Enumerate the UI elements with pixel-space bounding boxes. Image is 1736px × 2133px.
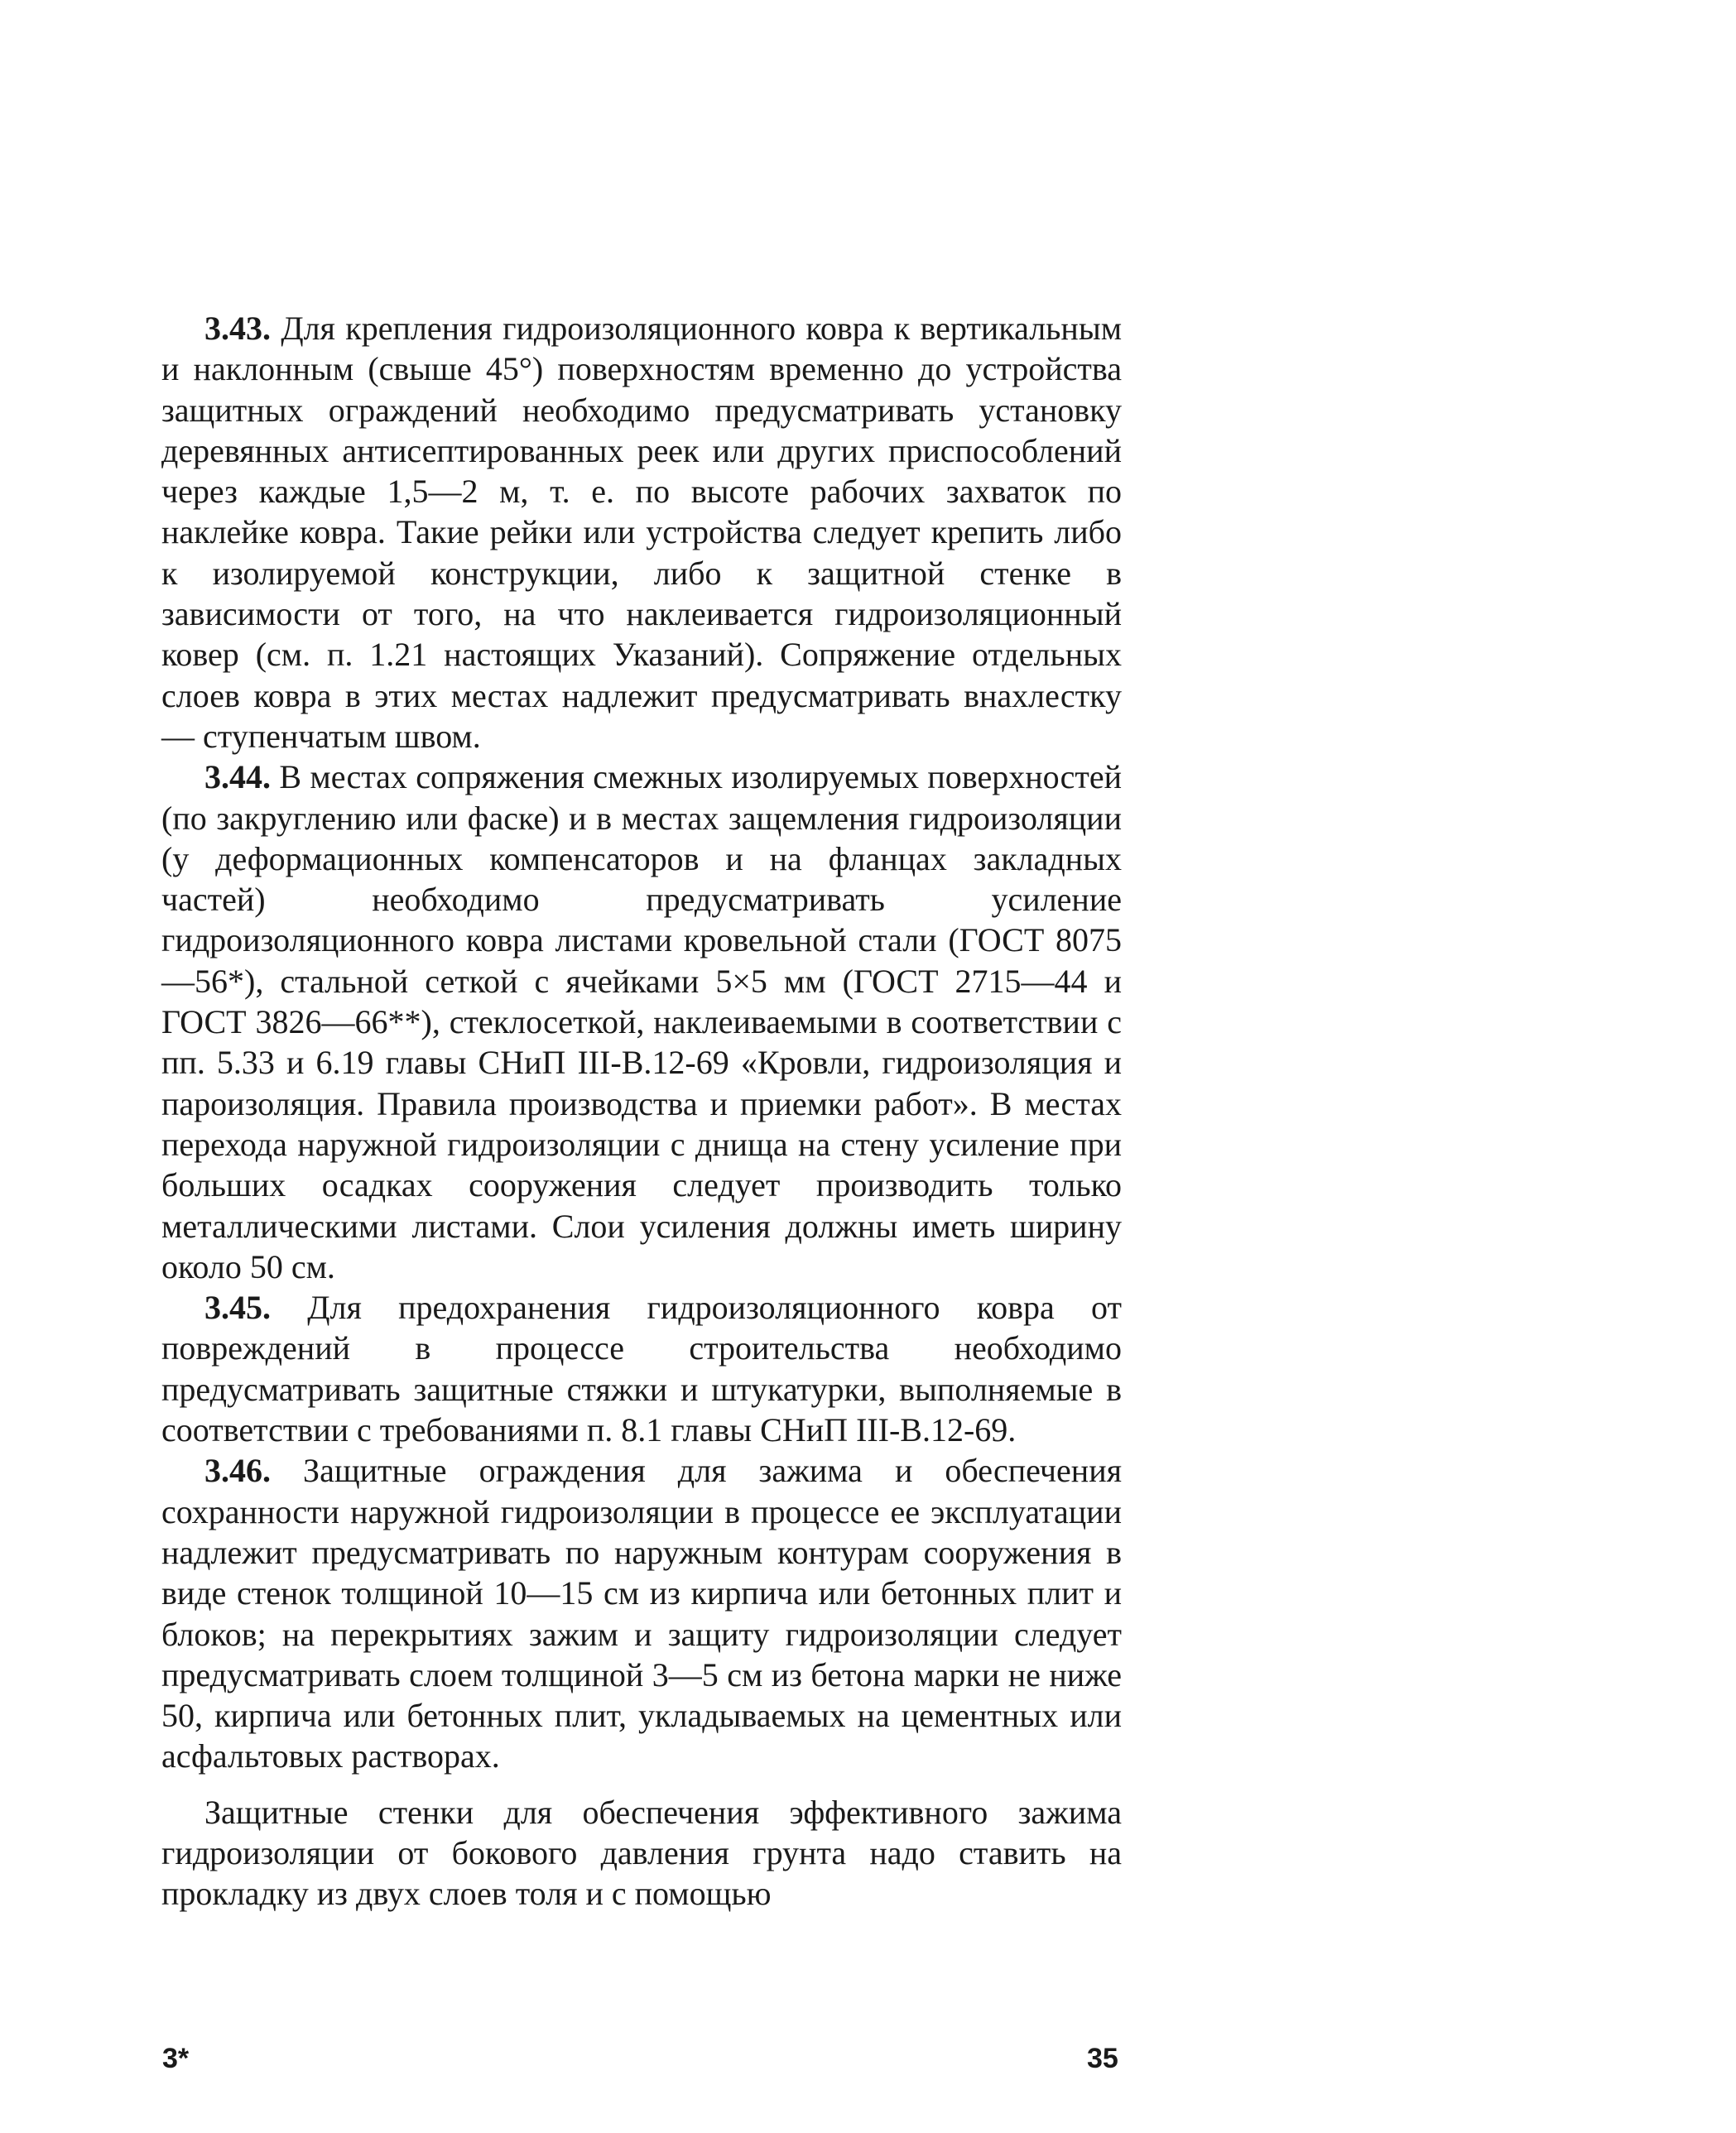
paragraph-text: В местах сопряжения смежных изолируемых поверхностей (по закруглению или фаске) и в местах защемления гидроизоляции (у деформационных компенсаторов и на фланцах закладных частей) необходимо предусматривать усиление гидроизоляционного ковра листами кровельной стали (ГОСТ 8075—56*), стальной сеткой с ячейками 5×5 мм (ГОСТ 2715—44 и ГОСТ 3826—66**), стеклосеткой, наклеиваемыми в соответствии с пп. 5.33 и 6.19 главы СНиП III-В.12-69 «Кровли, гидроизоляция и пароизоляция. Правила производства и приемки работ». В местах перехода наружной гидроизоляции с днища на стену усиление при больших осадках сооружения следует производить только металлическими листами. Слои усиления должны иметь ширину около 50 см. <box>161 758 1123 1285</box>
signature-mark: 3* <box>162 2043 190 2074</box>
body-text <box>161 308 1122 1914</box>
paragraph-text: Для крепления гидроизоляционного ковра к вертикальным и наклонным (свыше 45°) поверхностям временно до устройства защитных ограждений необходимо предусматривать установку деревянных антисептированных реек или других приспособлений через каждые 1,5—2 м, т. е. по высоте рабочих захваток по наклейке ковра. Такие рейки или устройства следует крепить либо к изолируемой конструкции, либо к защитной стенке в зависимости от того, на что наклеивается гидроизоляционный ковер (см. п. 1.21 настоящих Указаний). Сопряжение отдельных слоев ковра в этих местах надлежит предусматривать внахлестку — ступенчатым швом. <box>161 310 1123 755</box>
paragraph-number: 3.43. <box>204 310 271 347</box>
paragraph-3-46 <box>161 1450 1122 1776</box>
paragraph-3-44 <box>161 757 1122 1287</box>
paragraph-text: Защитные ограждения для зажима и обеспечения сохранности наружной гидроизоляции в процессе ее эксплуатации надлежит предусматривать по наружным контурам сооружения в виде стенок толщиной 10—15 см из кирпича или бетонных плит и блоков; на перекрытиях зажим и защиту гидроизоляции следует предусматривать слоем толщиной 3—5 см из бетона марки не ниже 50, кирпича или бетонных плит, укладываемых на цементных или асфальтовых растворах. <box>161 1452 1122 1775</box>
paragraph-number: 3.44. <box>204 758 271 796</box>
page-number: 35 <box>1087 2043 1118 2074</box>
paragraph-continuation <box>161 1792 1122 1914</box>
paragraph-text: Защитные стенки для обеспечения эффективного зажима гидроизоляции от бокового давления грунта надо ставить на прокладку из двух слоев толя и с помощью <box>161 1793 1122 1913</box>
paragraph-3-45 <box>161 1287 1122 1450</box>
paragraph-text: Для предохранения гидроизоляционного ковра от повреждений в процессе строительства необходимо предусматривать защитные стяжки и штукатурки, выполняемые в соответствии с требованиями п. 8.1 главы СНиП III-В.12-69. <box>161 1289 1122 1449</box>
paragraph-3-43 <box>161 308 1122 757</box>
paragraph-number: 3.45. <box>204 1289 271 1327</box>
paragraph-number: 3.46. <box>204 1452 271 1490</box>
